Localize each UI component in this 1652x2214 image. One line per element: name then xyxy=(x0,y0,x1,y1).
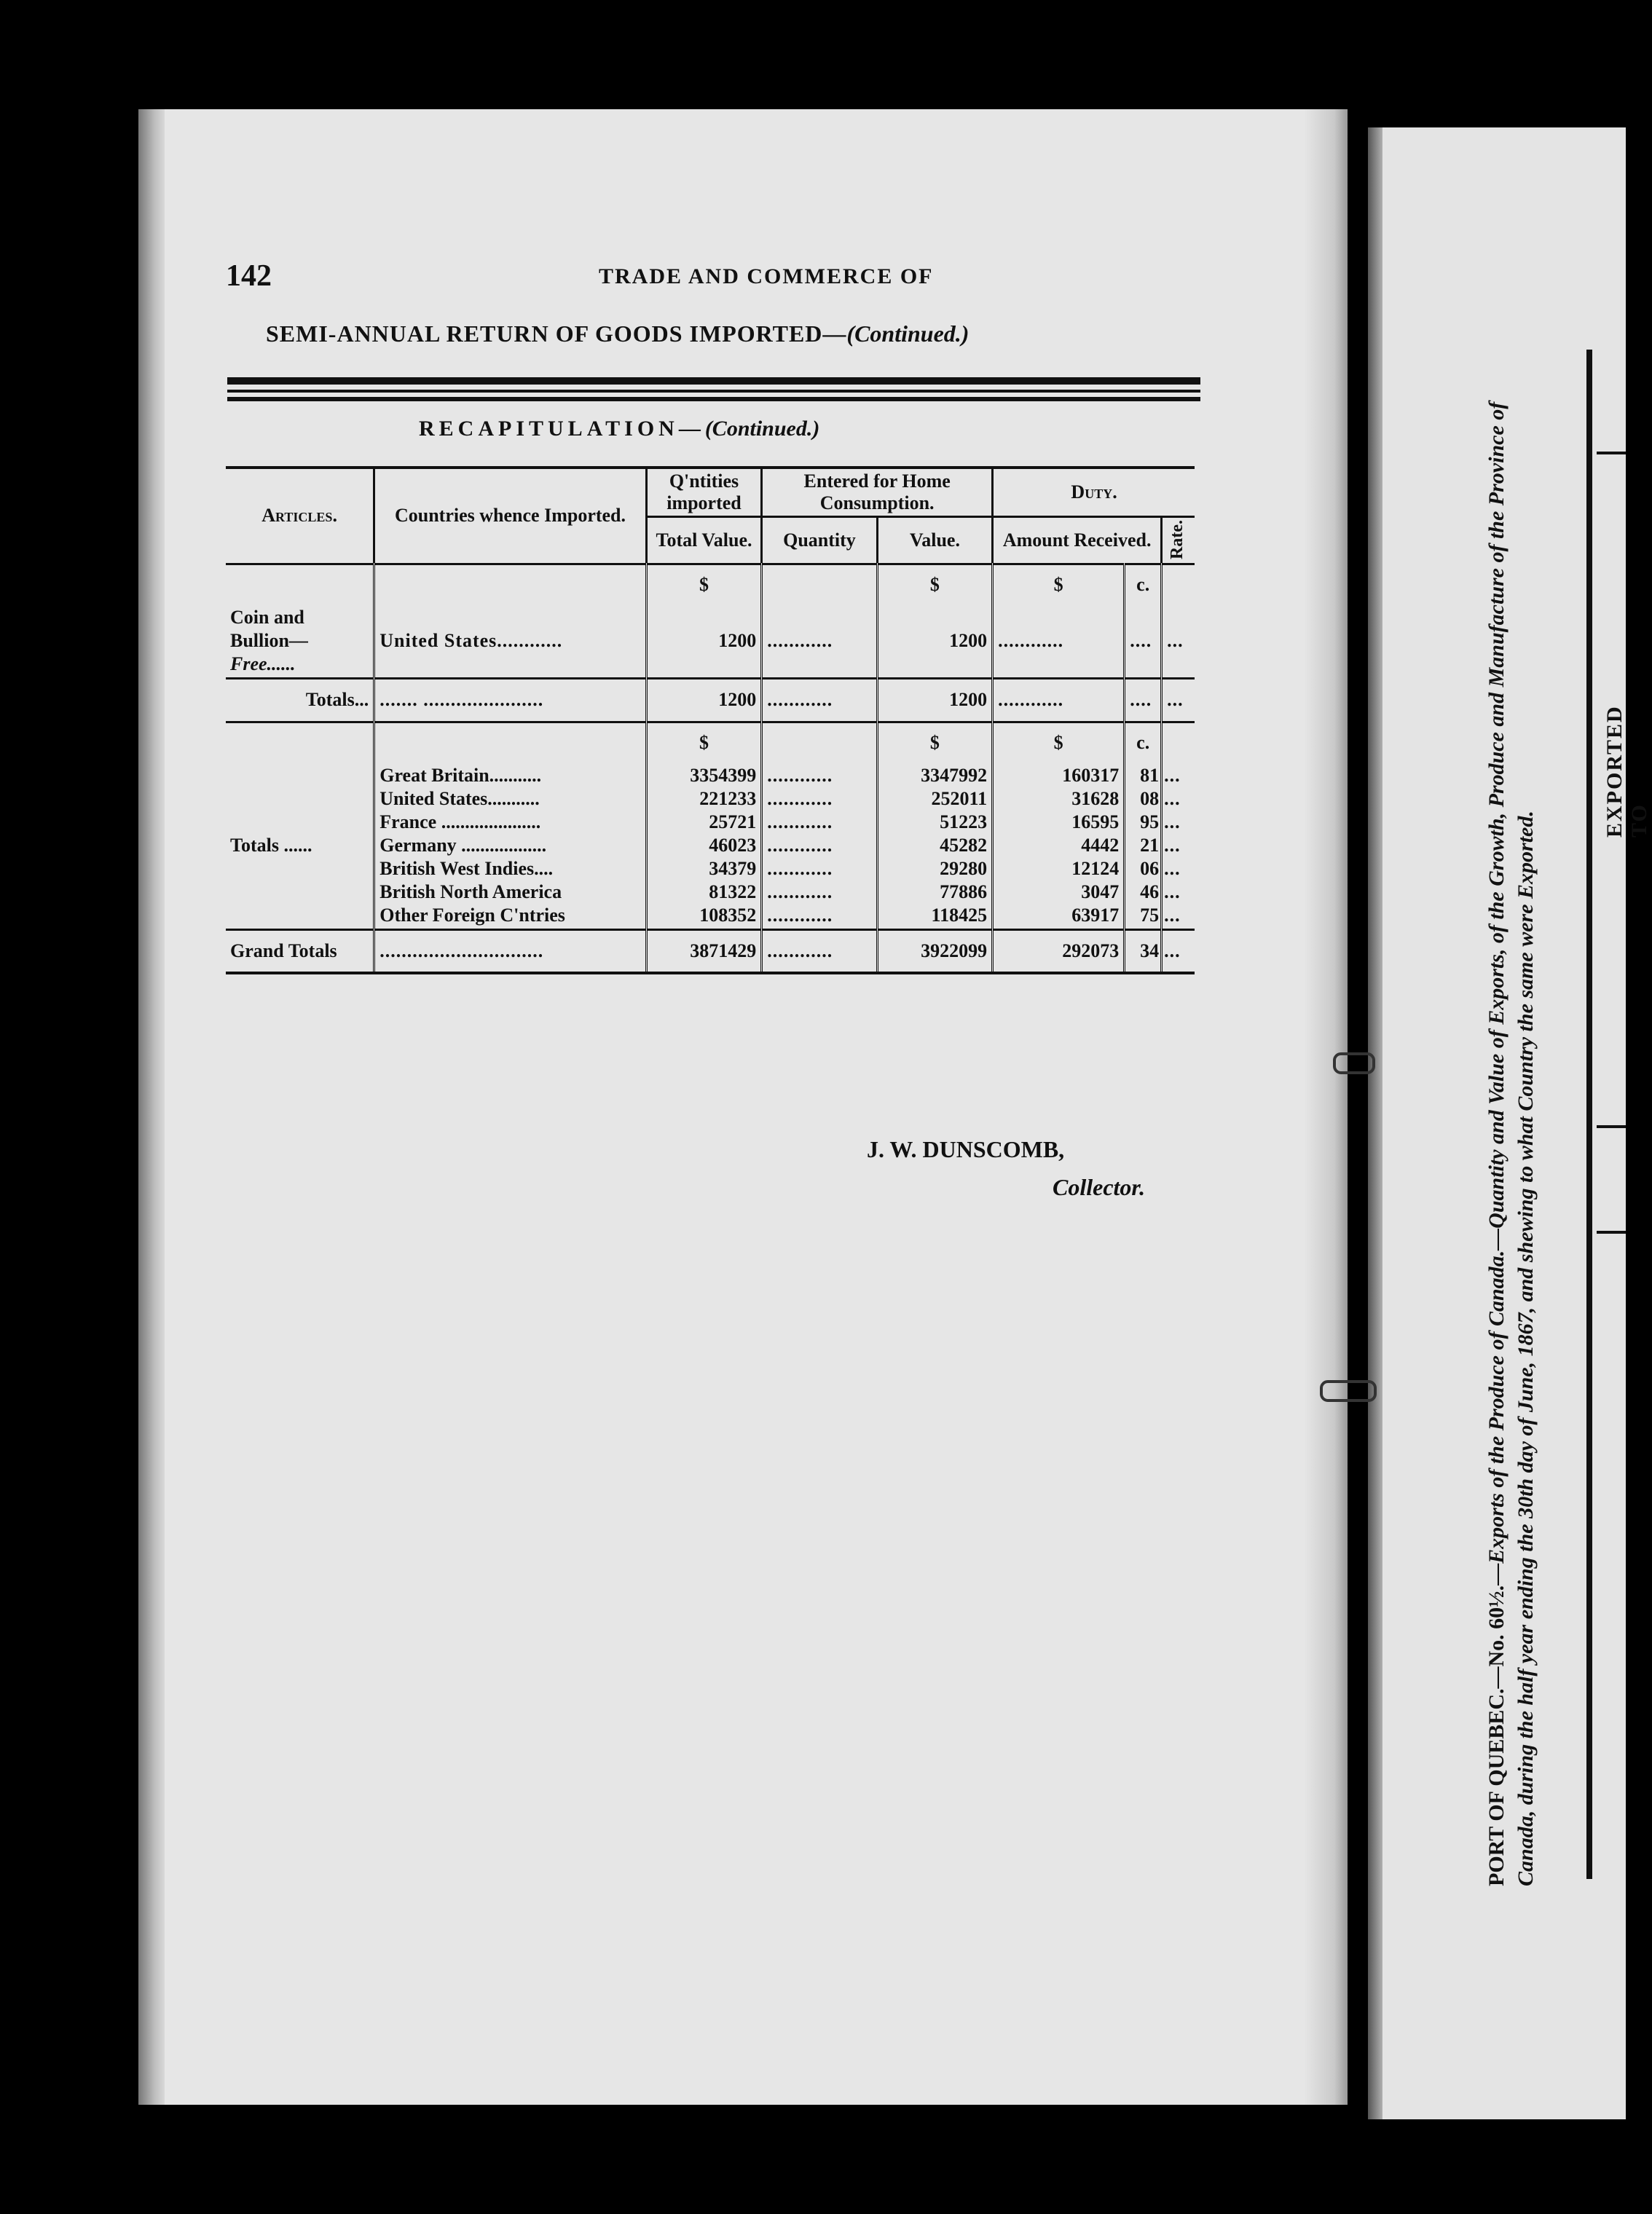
totals-label: Totals ...... xyxy=(226,763,374,930)
right-page-edge xyxy=(1368,127,1382,2119)
total-value-column xyxy=(646,763,761,930)
unit-dollar: $ xyxy=(877,722,992,763)
recap-title xyxy=(419,417,819,441)
country-name: France ..................... xyxy=(379,811,541,832)
quantity-column xyxy=(762,763,877,930)
unit-cents: c. xyxy=(1125,564,1162,604)
value-column xyxy=(877,763,992,930)
quantity-cell: ............ xyxy=(767,857,833,879)
header-quantity: Quantity xyxy=(762,516,877,564)
return-title xyxy=(266,320,1213,347)
cents-cell: .... xyxy=(1125,678,1162,722)
header-value: Value. xyxy=(877,516,992,564)
signature-name: J. W. DUNSCOMB, xyxy=(867,1136,1065,1162)
right-page-rule xyxy=(1597,452,1626,454)
right-page-caption-block xyxy=(1482,335,1541,1886)
rate-cell: ... xyxy=(1164,904,1181,926)
double-rule-top xyxy=(227,377,1200,385)
rate-cell: ... xyxy=(1162,929,1195,973)
double-rule-middle xyxy=(227,390,1200,393)
total-value-cell: 3871429 xyxy=(646,929,761,973)
cents-cell: 34 xyxy=(1125,929,1162,973)
cents-cell: 21 xyxy=(1140,834,1160,856)
caption-lead: PORT OF QUEBEC.—No. 60½.— xyxy=(1484,1563,1509,1886)
article-line: Coin and xyxy=(230,606,304,628)
amount-cell: 4442 xyxy=(1081,834,1120,856)
total-value-cell: 34379 xyxy=(709,857,757,879)
total-value-cell: 221233 xyxy=(699,787,757,809)
page-number: 142 xyxy=(226,259,272,293)
cents-column xyxy=(1125,763,1162,930)
rate-cell: ... xyxy=(1164,881,1181,902)
signature-role: Collector. xyxy=(1053,1174,1146,1200)
value-cell: 1200 xyxy=(877,604,992,679)
right-page-rule xyxy=(1597,1125,1626,1128)
country-name: United States........... xyxy=(379,787,540,809)
country-name: Other Foreign C'ntries xyxy=(379,904,565,926)
rate-cell: ... xyxy=(1162,678,1195,722)
quantity-cell: ............ xyxy=(767,834,833,856)
double-rule-bottom xyxy=(227,397,1200,401)
page-gutter xyxy=(1304,109,1348,2105)
quantity-cell: ............ xyxy=(762,929,877,973)
value-cell: 29280 xyxy=(940,857,988,879)
header-rate: Rate. xyxy=(1162,516,1195,564)
country-name: Great Britain........... xyxy=(379,764,542,786)
unit-dollar: $ xyxy=(646,722,761,763)
recap-title-cont: (Continued.) xyxy=(704,417,820,441)
unit-row xyxy=(226,564,1195,604)
article-line: Free...... xyxy=(230,653,296,674)
unit-dollar: $ xyxy=(993,564,1125,604)
amount-cell: 16595 xyxy=(1071,811,1120,832)
cents-cell: 06 xyxy=(1140,857,1160,879)
value-cell: 3347992 xyxy=(921,764,988,786)
table-row-country-totals xyxy=(226,763,1195,930)
total-value-cell: 1200 xyxy=(646,678,761,722)
running-head: TRADE AND COMMERCE OF xyxy=(599,264,934,288)
rate-column xyxy=(1162,763,1195,930)
total-value-cell: 3354399 xyxy=(690,764,757,786)
value-cell: 118425 xyxy=(931,904,988,926)
amount-cell: ............ xyxy=(993,604,1125,679)
rate-cell: ... xyxy=(1164,834,1181,856)
amount-cell: 292073 xyxy=(993,929,1125,973)
cents-cell: 95 xyxy=(1140,811,1160,832)
cents-cell: 75 xyxy=(1140,904,1160,926)
unit-dollar: $ xyxy=(877,564,992,604)
unit-dollar: $ xyxy=(993,722,1125,763)
rate-cell: ... xyxy=(1167,629,1184,651)
quantity-cell: ............ xyxy=(762,604,877,679)
value-cell: 1200 xyxy=(877,678,992,722)
totals-label: Totals... xyxy=(226,678,374,722)
country-name: British North America xyxy=(379,881,562,902)
table-bottom-rule xyxy=(226,973,1195,979)
binding-clip-icon xyxy=(1333,1052,1375,1074)
unit-dollar: $ xyxy=(646,564,761,604)
country-cell: United States............ xyxy=(374,604,647,679)
cents-cell: 46 xyxy=(1140,881,1160,902)
return-title-text: SEMI-ANNUAL RETURN OF GOODS IMPORTED— xyxy=(266,320,847,347)
quantity-cell: ............ xyxy=(767,881,833,902)
cents-cell: 81 xyxy=(1140,764,1160,786)
amount-cell: ............ xyxy=(993,678,1125,722)
rate-cell: ... xyxy=(1164,811,1181,832)
country-cell: ....... ...................... xyxy=(374,678,647,722)
page-header xyxy=(226,259,1202,295)
amount-cell: 3047 xyxy=(1081,881,1120,902)
country-cell: .............................. xyxy=(374,929,647,973)
value-cell: 51223 xyxy=(940,811,988,832)
quantity-cell: ............ xyxy=(762,678,877,722)
value-cell: 77886 xyxy=(940,881,988,902)
table-row-coin xyxy=(226,604,1195,679)
right-page-caption xyxy=(1482,335,1541,1886)
right-page-vertical-rule xyxy=(1586,350,1592,1879)
header-duty: Duty. xyxy=(993,468,1195,516)
country-name: Germany .................. xyxy=(379,834,547,856)
amount-cell: 63917 xyxy=(1071,904,1120,926)
header-home-consumption: Entered for Home Consumption. xyxy=(762,468,993,516)
cents-cell: 08 xyxy=(1140,787,1160,809)
exported-to-heading: EXPORTED TO xyxy=(1602,705,1651,838)
article-coin xyxy=(226,604,374,679)
quantity-cell: ............ xyxy=(767,764,833,786)
quantity-cell: ............ xyxy=(767,904,833,926)
caption-text: Exports of the Produce of Canada.—Quantity and Value of Exports, of the Growth, Produce and Manufacture of the Province of Canada, during the half year ending the 30th day of June, 1867, and shewing to what Country the same were Exported. xyxy=(1484,401,1538,1886)
grand-totals-label: Grand Totals xyxy=(226,929,374,973)
unit-row xyxy=(226,722,1195,763)
left-page xyxy=(138,109,1348,2105)
rate-cell: ... xyxy=(1164,764,1181,786)
table-row-coin-totals xyxy=(226,678,1195,722)
value-cell: 252011 xyxy=(931,787,988,809)
amount-column xyxy=(993,763,1125,930)
total-value-cell: 1200 xyxy=(646,604,761,679)
amount-cell: 160317 xyxy=(1062,764,1120,786)
page-spine xyxy=(138,109,165,2105)
article-line: Bullion— xyxy=(230,629,308,651)
countries-list xyxy=(374,763,647,930)
amount-cell: 31628 xyxy=(1071,787,1120,809)
right-page-rule xyxy=(1597,1231,1626,1234)
cents-cell: .... xyxy=(1125,604,1162,679)
total-value-cell: 108352 xyxy=(699,904,757,926)
quantity-cell: ............ xyxy=(767,811,833,832)
header-countries: Countries whence Imported. xyxy=(374,468,647,564)
quantity-cell: ............ xyxy=(767,787,833,809)
binding-clip-icon xyxy=(1320,1380,1377,1402)
total-value-cell: 81322 xyxy=(709,881,757,902)
total-value-cell: 46023 xyxy=(709,834,757,856)
table-row-grand-totals xyxy=(226,929,1195,973)
rate-cell: ... xyxy=(1164,857,1181,879)
header-quantities: Q'ntities imported xyxy=(646,468,761,516)
header-articles: Articles. xyxy=(226,468,374,564)
total-value-cell: 25721 xyxy=(709,811,757,832)
amount-cell: 12124 xyxy=(1071,857,1120,879)
value-cell: 45282 xyxy=(940,834,988,856)
rate-cell: ... xyxy=(1164,787,1181,809)
return-title-cont: (Continued.) xyxy=(846,320,969,347)
recap-title-text: RECAPITULATION— xyxy=(419,417,705,441)
header-total-value: Total Value. xyxy=(646,516,761,564)
country-name: British West Indies.... xyxy=(379,857,554,879)
value-cell: 3922099 xyxy=(877,929,992,973)
header-amount: Amount Received. xyxy=(993,516,1162,564)
recapitulation-table xyxy=(226,466,1195,979)
unit-cents: c. xyxy=(1125,722,1162,763)
